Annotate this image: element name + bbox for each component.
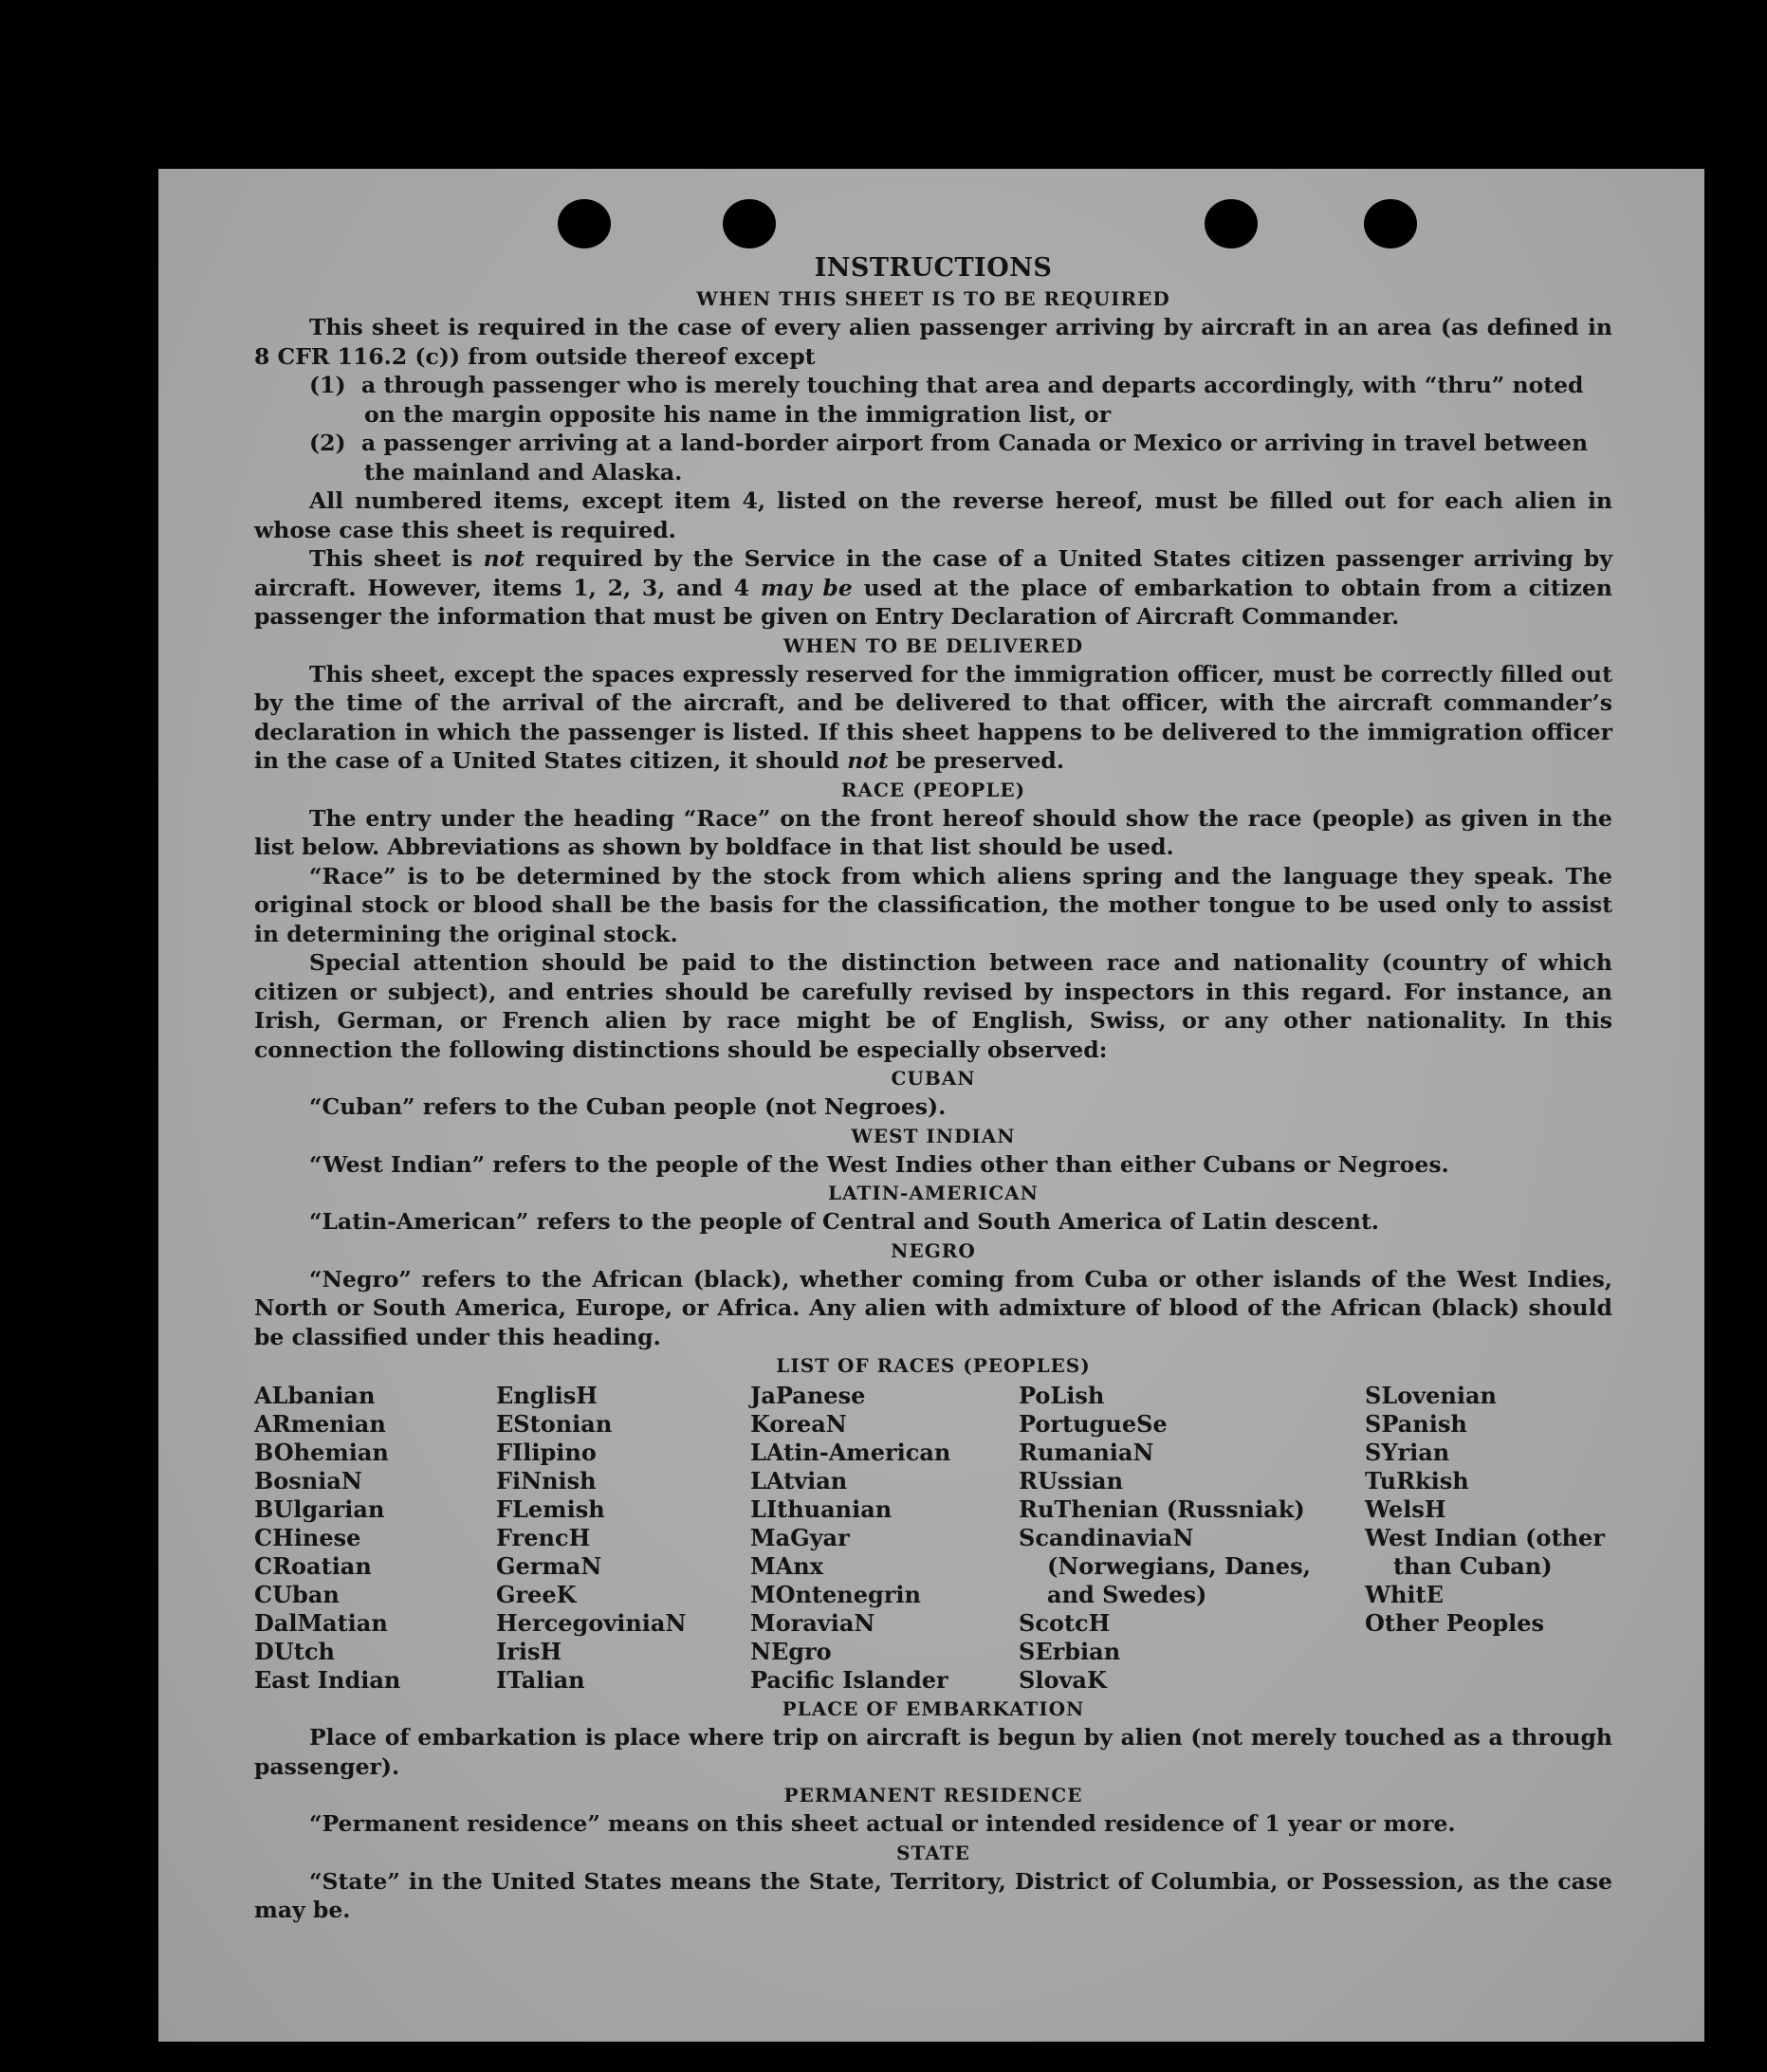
race-item: WelsH <box>1365 1495 1446 1523</box>
race-item: IrisH <box>496 1638 562 1665</box>
item-text: a through passenger who is merely touching that area and departs accordingly, with “thru” noted on the margin opposite his name in the immigration list, or <box>360 372 1584 428</box>
text-span: be preserved. <box>888 747 1065 774</box>
race-item: ITalian <box>496 1666 585 1694</box>
race-item: MAnx <box>750 1552 823 1580</box>
emphasis: not <box>483 545 525 572</box>
latin-american-definition: “Latin-American” refers to the people of Central and South America of Latin descent. <box>309 1208 1379 1235</box>
punch-hole <box>558 199 611 248</box>
section-heading-west-indian: WEST INDIAN <box>851 1124 1016 1147</box>
section-heading-delivered: WHEN TO BE DELIVERED <box>782 633 1084 657</box>
section-heading-residence: PERMANENT RESIDENCE <box>783 1784 1083 1806</box>
race-item: FIlipino <box>496 1439 597 1466</box>
race-item: RuThenian (Russniak) <box>1019 1495 1305 1523</box>
race-item: MoraviaN <box>750 1609 875 1637</box>
exception-item-2 <box>254 429 1612 486</box>
race-item: GreeK <box>496 1581 577 1608</box>
emphasis: may be <box>760 574 853 601</box>
race-item: WhitE <box>1365 1581 1444 1608</box>
race-item: West Indian (other than Cuban) <box>1365 1524 1605 1580</box>
race-item: CHinese <box>254 1524 361 1551</box>
section-heading-cuban: CUBAN <box>891 1067 976 1090</box>
race-item: East Indian <box>254 1666 401 1694</box>
race-item: MOntenegrin <box>750 1581 921 1608</box>
race-item: DUtch <box>254 1638 335 1665</box>
race-item: FrencH <box>496 1524 591 1551</box>
races-column-5 <box>1365 1382 1607 1695</box>
page-title: INSTRUCTIONS <box>814 253 1053 283</box>
race-item: RUssian <box>1019 1467 1124 1494</box>
race-item: HercegoviniaN <box>496 1609 687 1637</box>
race-item: KoreaN <box>750 1410 847 1438</box>
item-number: (1) <box>309 372 346 398</box>
item-text: a passenger arriving at a land-border airport from Canada or Mexico or arriving in travel between the mainland and Alaska. <box>360 430 1589 486</box>
negro-definition: “Negro” refers to the African (black), whether coming from Cuba or other islands of the West Indies, North or South America, Europe, or Africa. Any alien with admixture of blood of the African (black) should be classified under this heading. <box>254 1265 1612 1350</box>
race-item: Other Peoples <box>1365 1609 1545 1637</box>
race-item: FLemish <box>496 1495 605 1523</box>
numbered-items-paragraph: All numbered items, except item 4, listed on the reverse hereof, must be filled out for each alien in whose case this sheet is required. <box>254 487 1612 543</box>
punch-hole <box>1205 199 1258 248</box>
race-paragraph-1: The entry under the heading “Race” on the front hereof should show the race (people) as given in the list below. Abbreviations as shown by boldface in that list should be used. <box>254 804 1612 860</box>
section-heading-required: WHEN THIS SHEET IS TO BE REQUIRED <box>696 287 1170 310</box>
race-item: CRoatian <box>254 1552 372 1580</box>
race-item: PoLish <box>1019 1382 1105 1409</box>
races-list <box>254 1382 1612 1695</box>
races-column-2 <box>496 1382 750 1695</box>
text-span: used at the place of embarkation to obtain from a citizen passenger the information that must be given on Entry Declaration of Aircraft Commander. <box>254 574 1613 630</box>
residence-definition: “Permanent residence” means on this sheet actual or intended residence of 1 year or more. <box>309 1810 1456 1837</box>
race-item: DalMatian <box>254 1609 388 1637</box>
race-paragraph-3: Special attention should be paid to the distinction between race and nationality (country of which citizen or subject), and entries should be carefully revised by inspectors in this regard. For instance, an Irish, German, or French alien by race might be of English, Swiss, or any other nationality. In this connection the following distinctions should be especially observed: <box>254 949 1612 1063</box>
race-item: ARmenian <box>254 1410 386 1438</box>
section-heading-latin-american: LATIN-AMERICAN <box>828 1182 1039 1204</box>
section-heading-race: RACE (PEOPLE) <box>840 778 1026 801</box>
state-definition: “State” in the United States means the State, Territory, District of Columbia, or Possession, as the case may be. <box>254 1867 1612 1923</box>
section-heading-races-list: LIST OF RACES (PEOPLES) <box>776 1354 1091 1377</box>
text-span: This sheet, except the spaces expressly reserved for the immigration officer, must be correctly filled out by the time of the arrival of the aircraft, and be delivered to that officer, with the aircraft commander’s declaration in which the passenger is listed. If this sheet happens to be delivered to the immigration officer in the case of a United States citizen, it should <box>254 660 1612 774</box>
race-item: FiNnish <box>496 1467 597 1494</box>
race-item: EnglisH <box>496 1382 598 1409</box>
section-heading-negro: NEGRO <box>891 1238 976 1262</box>
punch-hole <box>1364 199 1417 248</box>
race-item: GermaN <box>496 1552 602 1580</box>
race-item: LAtvian <box>750 1467 848 1494</box>
race-item: BOhemian <box>254 1439 389 1466</box>
race-item: TuRkish <box>1365 1467 1469 1494</box>
emphasis: not <box>847 747 889 774</box>
exception-item-1 <box>254 371 1612 429</box>
race-item: SPanish <box>1365 1410 1467 1438</box>
race-paragraph-2: “Race” is to be determined by the stock from which aliens spring and the language they speak. The original stock or blood shall be the basis for the classification, the mother tongue to be used only to assist in determining the original stock. <box>254 862 1612 947</box>
race-item: MaGyar <box>750 1524 850 1551</box>
race-item: SlovaK <box>1019 1666 1107 1694</box>
race-item: SLovenian <box>1365 1382 1497 1409</box>
race-item: BosniaN <box>254 1467 362 1494</box>
race-item: SErbian <box>1019 1638 1121 1665</box>
section-heading-state: STATE <box>896 1841 970 1864</box>
race-item: CUban <box>254 1581 340 1608</box>
race-item: ScotcH <box>1019 1609 1111 1637</box>
race-item: BUlgarian <box>254 1495 385 1523</box>
citizen-paragraph <box>254 544 1612 632</box>
west-indian-definition: “West Indian” refers to the people of the West Indies other than either Cubans or Negroes. <box>309 1150 1449 1178</box>
race-item: PortugueSe <box>1019 1410 1168 1438</box>
race-item: ALbanian <box>254 1382 376 1409</box>
punch-hole <box>723 199 776 248</box>
races-column-3 <box>750 1382 1019 1695</box>
text-span: required by the Service in the case of a United States citizen passenger arriving by aircraft. However, items 1, 2, 3, and 4 <box>254 545 1612 601</box>
races-column-4 <box>1019 1382 1365 1695</box>
section-heading-embarkation: PLACE OF EMBARKATION <box>782 1697 1085 1720</box>
race-item: NEgro <box>750 1638 832 1665</box>
cuban-definition: “Cuban” refers to the Cuban people (not Negroes). <box>309 1093 947 1120</box>
race-item: Pacific Islander <box>750 1666 948 1694</box>
race-item: SYrian <box>1365 1439 1450 1466</box>
races-column-1 <box>254 1382 496 1695</box>
instructions-text <box>254 252 1612 1925</box>
race-item: LAtin-American <box>750 1439 951 1466</box>
item-number: (2) <box>309 430 346 456</box>
required-paragraph: This sheet is required in the case of every alien passenger arriving by aircraft in an area (as defined in 8 CFR 116.2 (c)) from outside thereof except <box>254 314 1612 370</box>
race-item: RumaniaN <box>1019 1439 1154 1466</box>
race-item: LIthuanian <box>750 1495 893 1523</box>
embarkation-definition: Place of embarkation is place where trip on aircraft is begun by alien (not merely touched as a through passenger). <box>254 1724 1612 1780</box>
delivered-paragraph <box>254 660 1612 776</box>
race-item: JaPanese <box>750 1382 866 1409</box>
text-span: This sheet is <box>309 545 484 572</box>
race-item: EStonian <box>496 1410 613 1438</box>
race-item: ScandinaviaN (Norwegians, Danes, and Swedes) <box>1019 1524 1311 1608</box>
